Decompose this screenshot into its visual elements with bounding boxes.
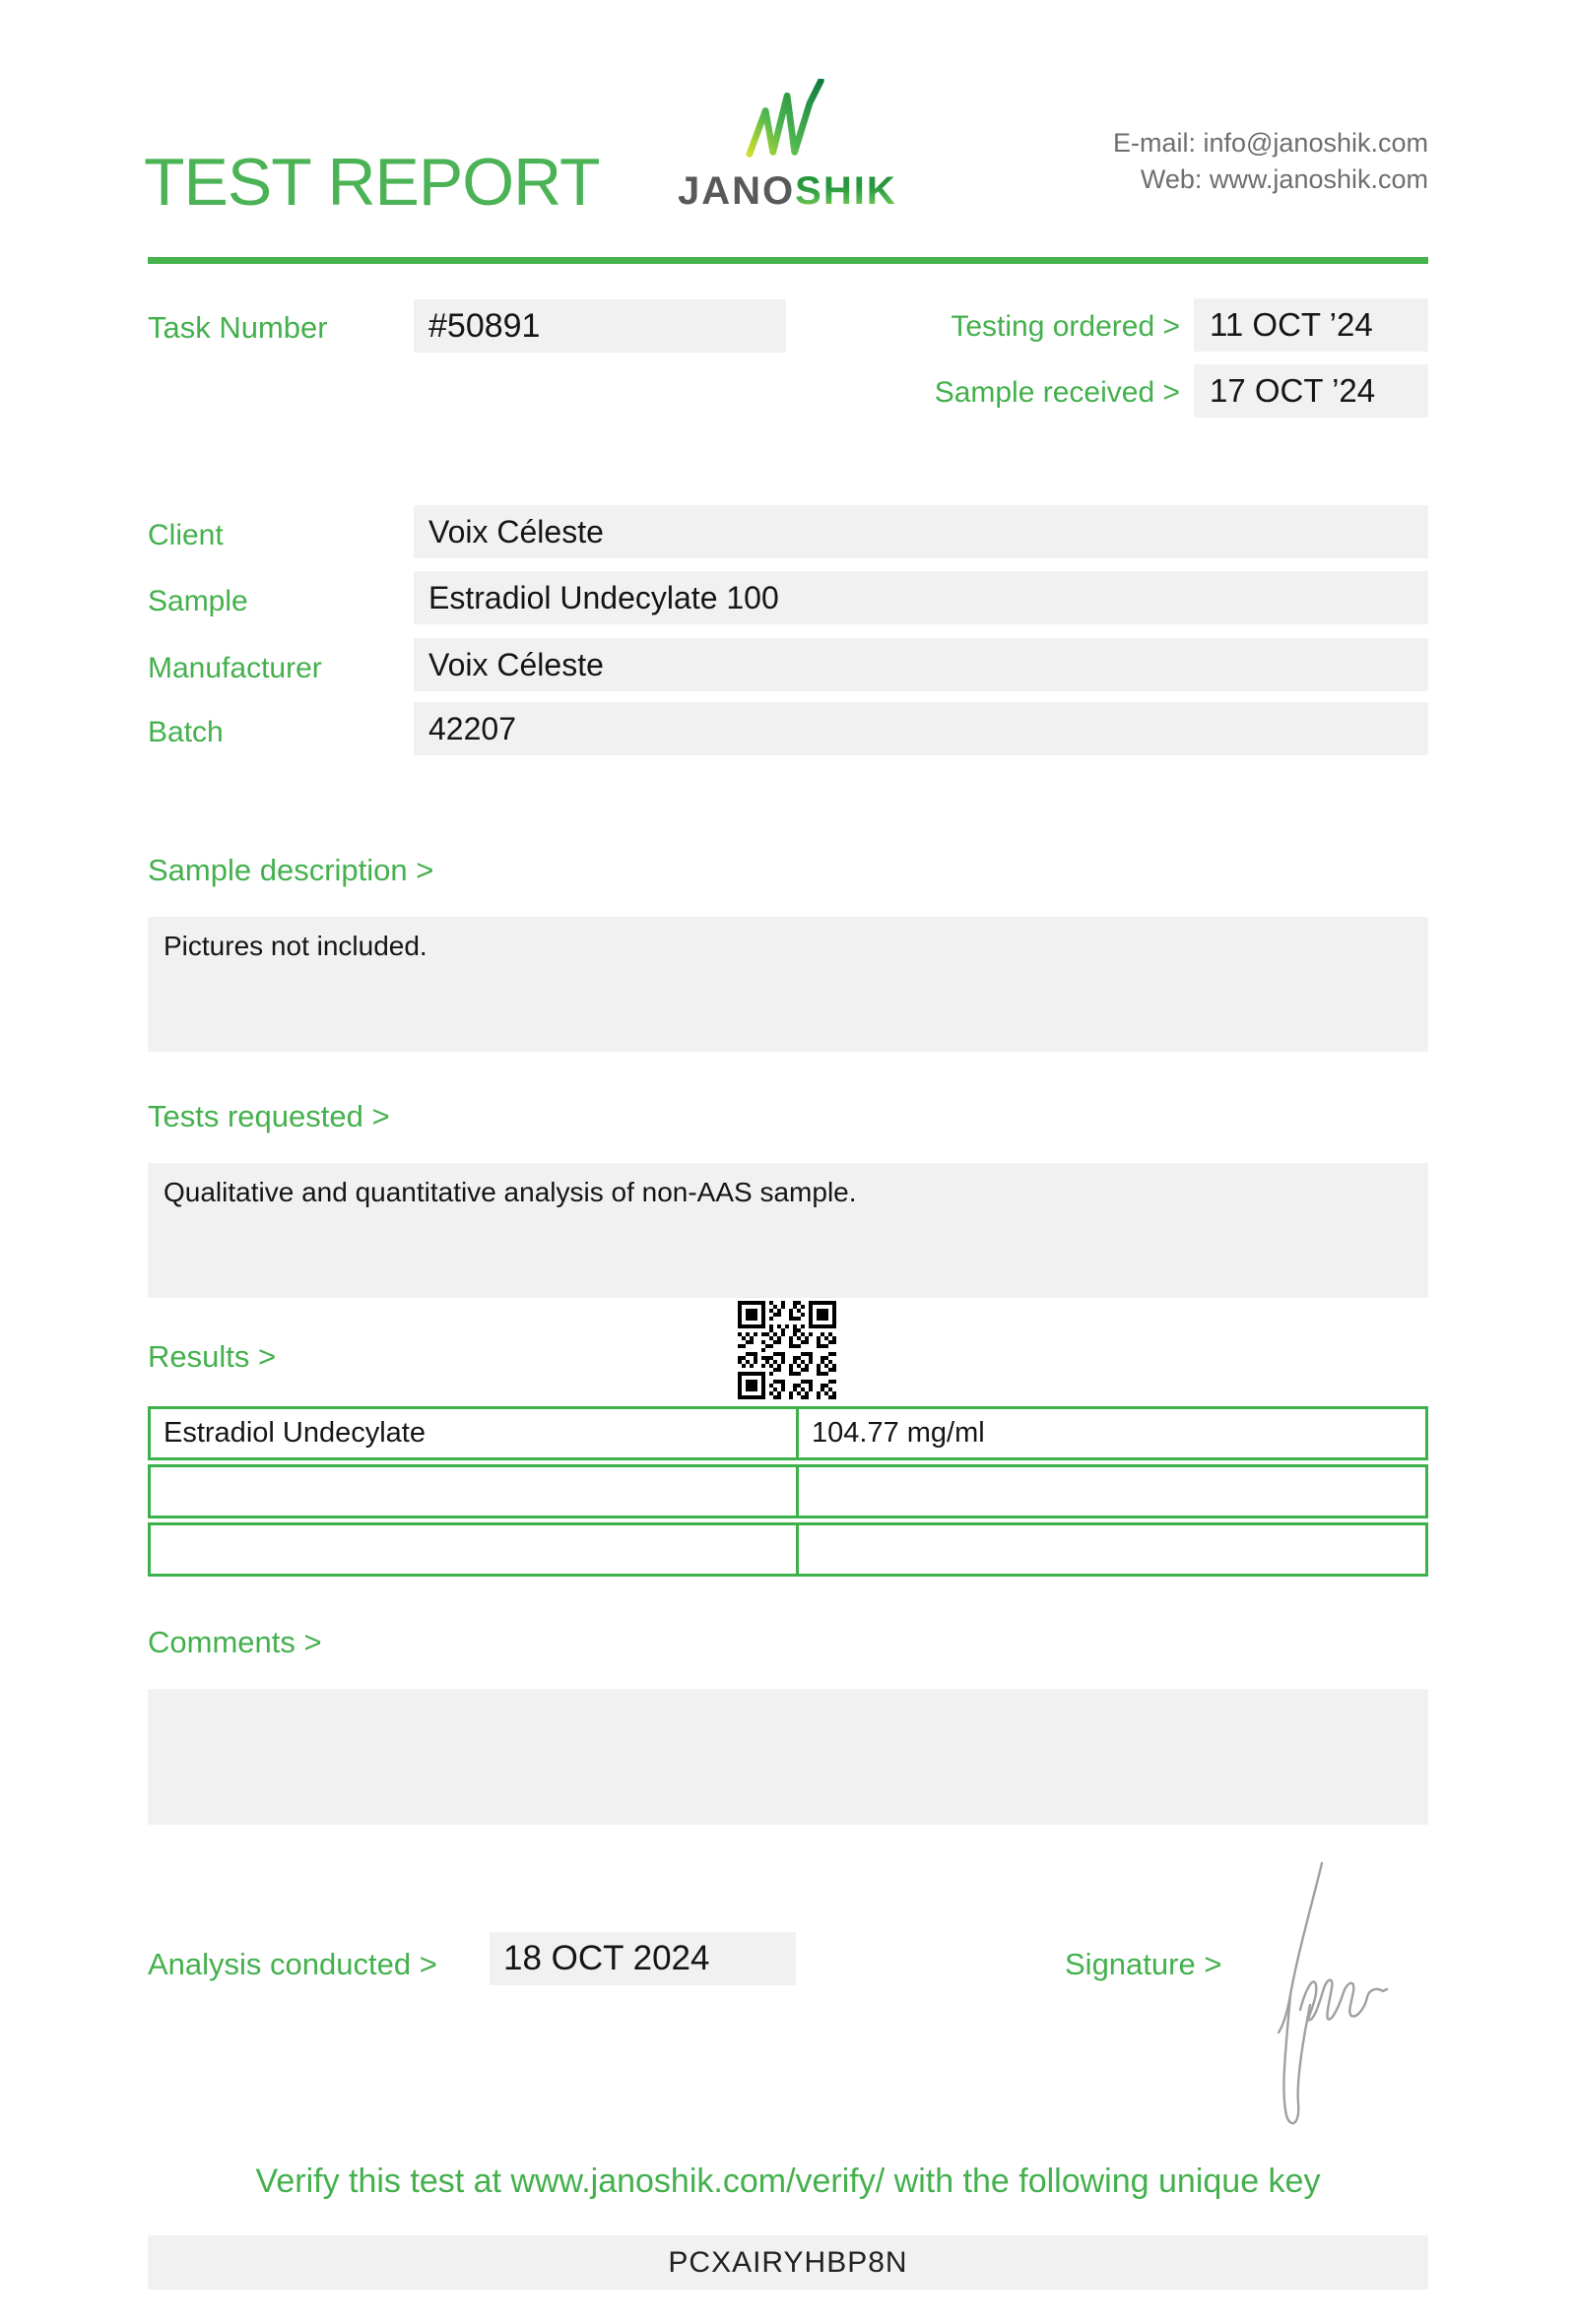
growth-chart-icon [742, 79, 836, 161]
result-value: 104.77 mg/ml [796, 1409, 1425, 1457]
manufacturer-value: Voix Céleste [414, 638, 1428, 691]
sample-description-box [148, 917, 1428, 1052]
handwritten-signature [1271, 1857, 1389, 2137]
contact-web: Web: www.janoshik.com [1140, 164, 1428, 194]
result-row-2 [148, 1464, 1428, 1518]
sample-received-label: Sample received > [934, 376, 1180, 409]
header-divider [148, 257, 1428, 264]
result-name [151, 1525, 796, 1574]
tests-requested-text: Qualitative and quantitative analysis of non-AAS sample. [164, 1177, 857, 1207]
sample-description-title: Sample description > [148, 853, 434, 887]
batch-label: Batch [148, 716, 224, 748]
task-number-label: Task Number [148, 310, 328, 345]
results-title: Results > [148, 1339, 277, 1374]
batch-value: 42207 [414, 702, 1428, 755]
brand-wordmark [678, 169, 897, 214]
sample-label: Sample [148, 585, 248, 617]
tests-requested-title: Tests requested > [148, 1099, 390, 1133]
client-value: Voix Céleste [414, 505, 1428, 558]
manufacturer-label: Manufacturer [148, 652, 322, 684]
contact-email: E-mail: info@janoshik.com [1112, 128, 1428, 158]
testing-ordered-value: 11 OCT ’24 [1194, 298, 1428, 352]
sample-description-text: Pictures not included. [164, 931, 427, 961]
sample-value: Estradiol Undecylate 100 [414, 571, 1428, 624]
signature-label: Signature > [1065, 1947, 1222, 1981]
client-label: Client [148, 519, 224, 551]
results-table [148, 1406, 1428, 1581]
result-row-1 [148, 1406, 1428, 1460]
testing-ordered-label: Testing ordered > [951, 310, 1180, 343]
result-value [796, 1467, 1425, 1516]
comments-title: Comments > [148, 1625, 322, 1659]
analysis-date: 18 OCT 2024 [490, 1932, 796, 1985]
result-row-3 [148, 1522, 1428, 1577]
task-number-value: #50891 [414, 299, 786, 353]
sample-received-value: 17 OCT ’24 [1194, 364, 1428, 418]
result-name: Estradiol Undecylate [164, 1417, 426, 1449]
analysis-conducted-label: Analysis conducted > [148, 1947, 437, 1981]
page-title: TEST REPORT [144, 145, 600, 220]
brand-shik: SHIK [795, 169, 897, 213]
qr-code [737, 1301, 837, 1399]
result-name [151, 1467, 796, 1516]
brand-jano: JANO [678, 169, 796, 213]
verify-text: Verify this test at www.janoshik.com/verify/ with the following unique key [255, 2163, 1321, 2200]
tests-requested-box [148, 1163, 1428, 1298]
comments-box [148, 1689, 1428, 1825]
result-value [796, 1525, 1425, 1574]
verify-key: PCXAIRYHBP8N [148, 2235, 1428, 2290]
